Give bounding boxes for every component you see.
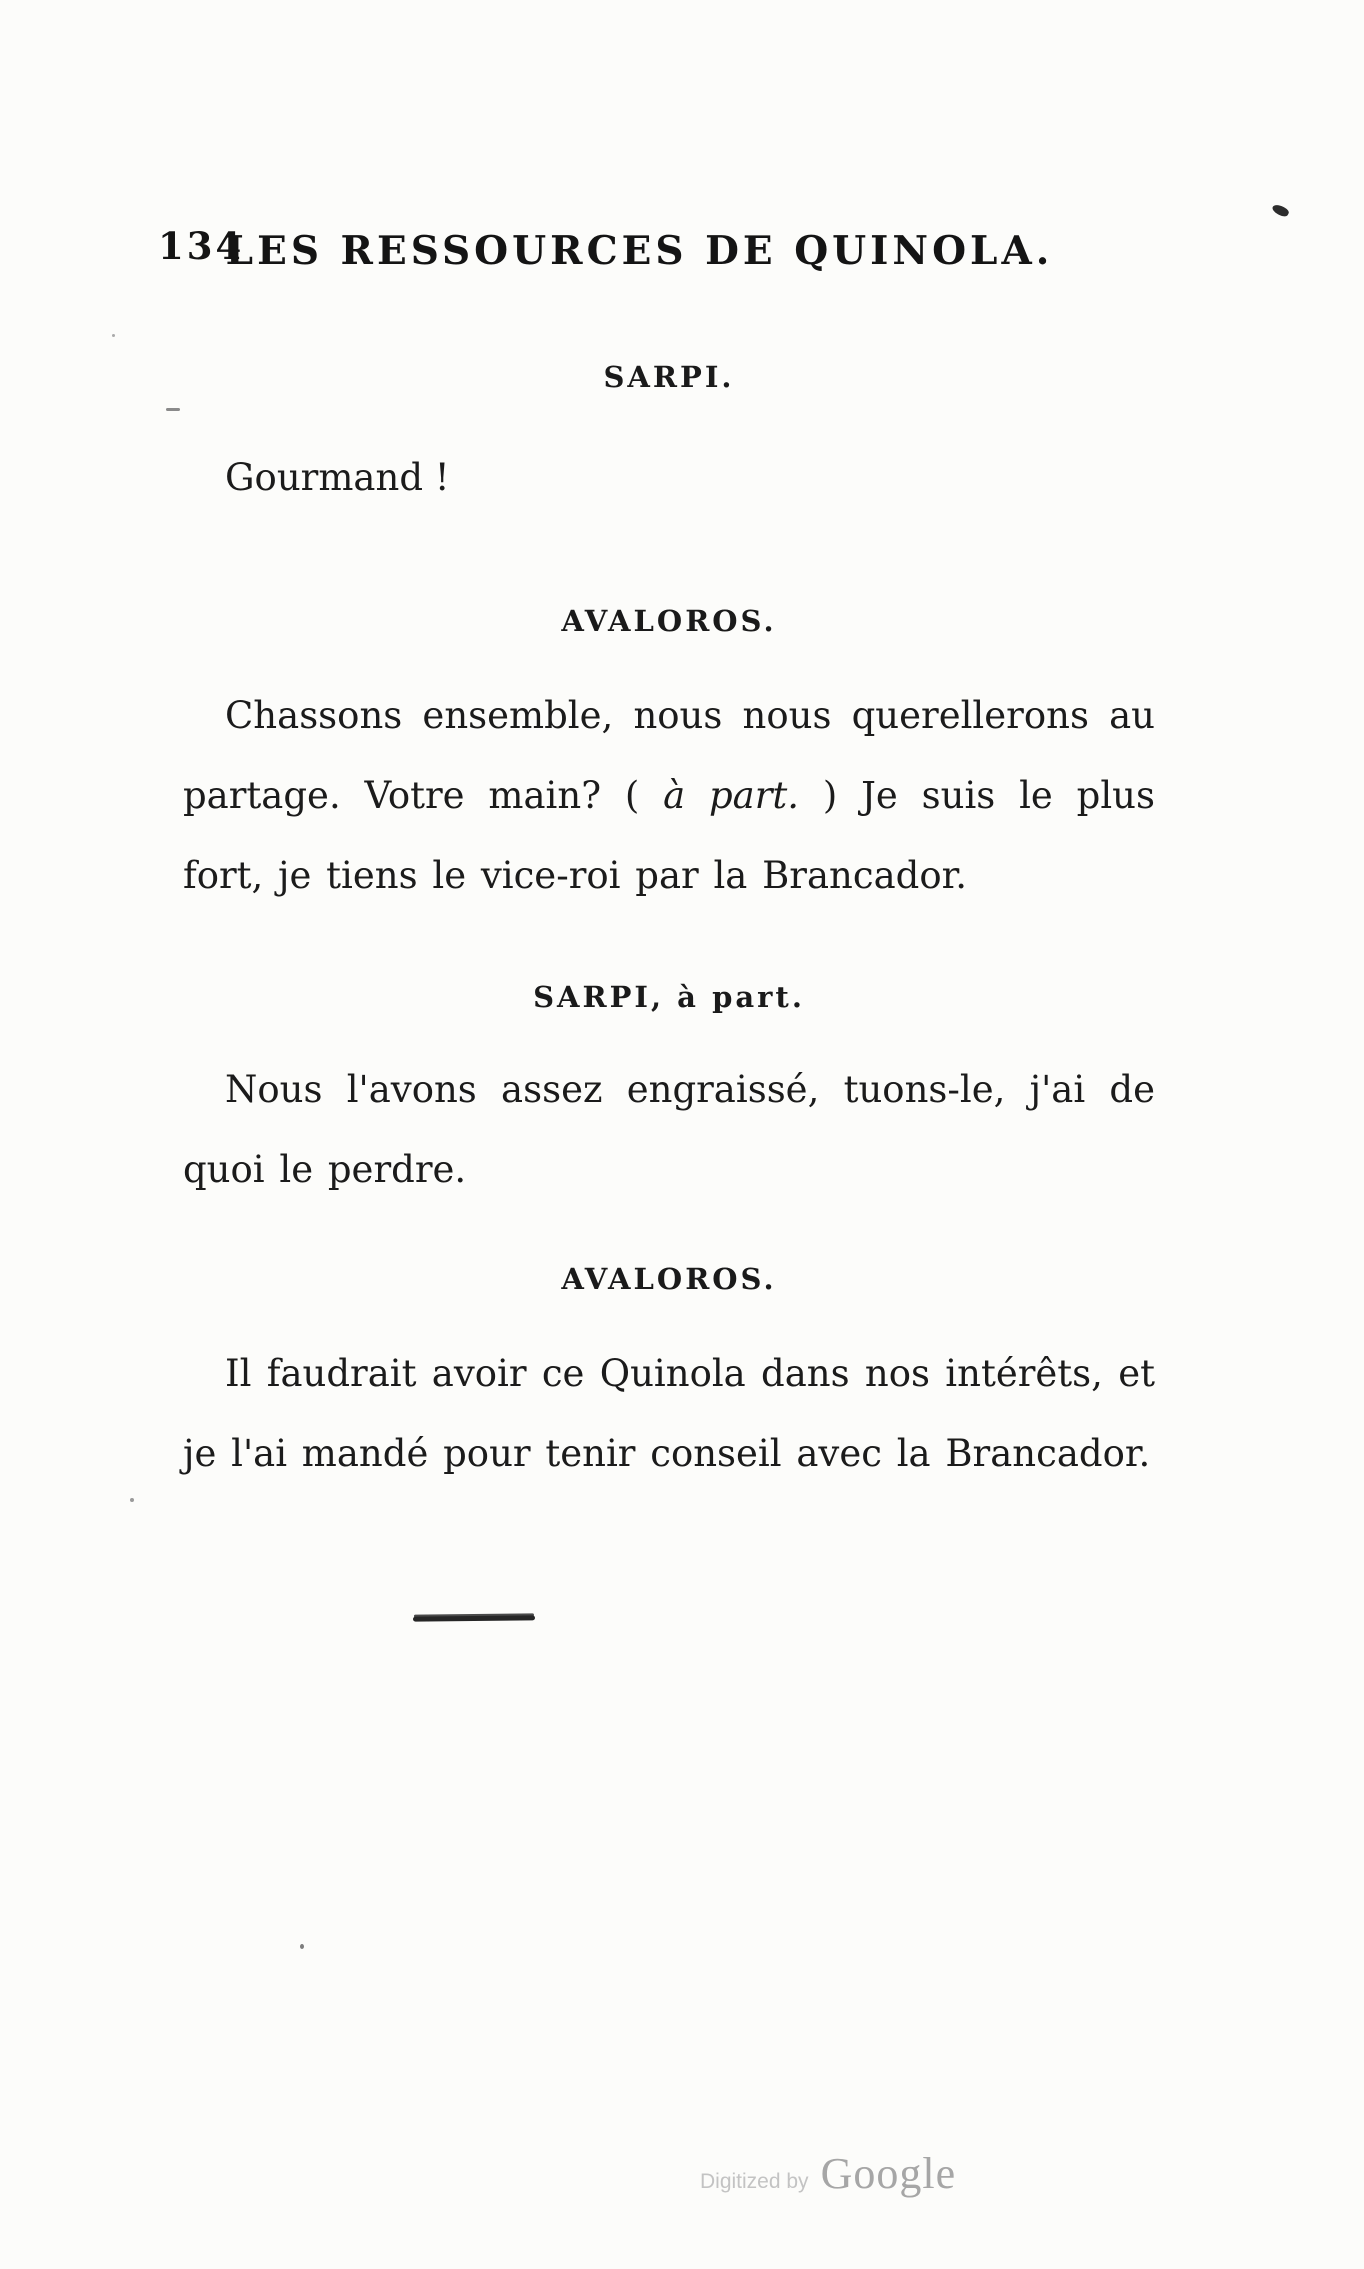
speaker-heading-avaloros-1: AVALOROS. — [561, 604, 777, 638]
speech-sarpi: Gourmand ! — [225, 456, 450, 499]
speech-avaloros-2: Il faudrait avoir ce Quinola dans nos intérêts, et je l'ai mandé pour tenir conseil avec la Brancador. — [183, 1352, 1155, 1475]
scan-speck — [130, 1498, 134, 1502]
speaker-heading-avaloros-2: AVALOROS. — [561, 1262, 777, 1296]
page-number: 134 — [158, 224, 245, 268]
speech-avaloros-1-aside: à part. — [663, 774, 800, 817]
scan-speck — [112, 334, 115, 337]
scan-speck — [300, 1944, 304, 1949]
running-title: LES RESSOURCES DE QUINOLA. — [225, 228, 1054, 274]
speech-avaloros-1 — [183, 676, 1155, 916]
digitized-by-label: Digitized by — [700, 2170, 809, 2193]
speaker-heading-sarpi: SARPI. — [603, 360, 735, 394]
scene-divider-rule — [413, 1615, 535, 1621]
speech-avaloros-1-after: ) Je suis le plus fort, je tiens le vice-roi par la Brancador. — [183, 774, 1155, 897]
speech-sarpi-aside: Nous l'avons assez engraissé, tuons-le, j'ai de quoi le perdre. — [183, 1068, 1155, 1191]
google-logo: Google — [820, 2149, 957, 2198]
scan-dash-mark — [166, 408, 180, 411]
digitization-watermark — [700, 2148, 956, 2199]
speech-avaloros-1-before: Chassons ensemble, nous nous querellerons au partage. Votre main? ( — [183, 694, 1155, 817]
dialogue-content — [183, 360, 1155, 1625]
page-header — [0, 0, 1364, 288]
speaker-heading-sarpi-aside: SARPI, à part. — [533, 980, 805, 1014]
scene-divider-container — [183, 1606, 765, 1625]
